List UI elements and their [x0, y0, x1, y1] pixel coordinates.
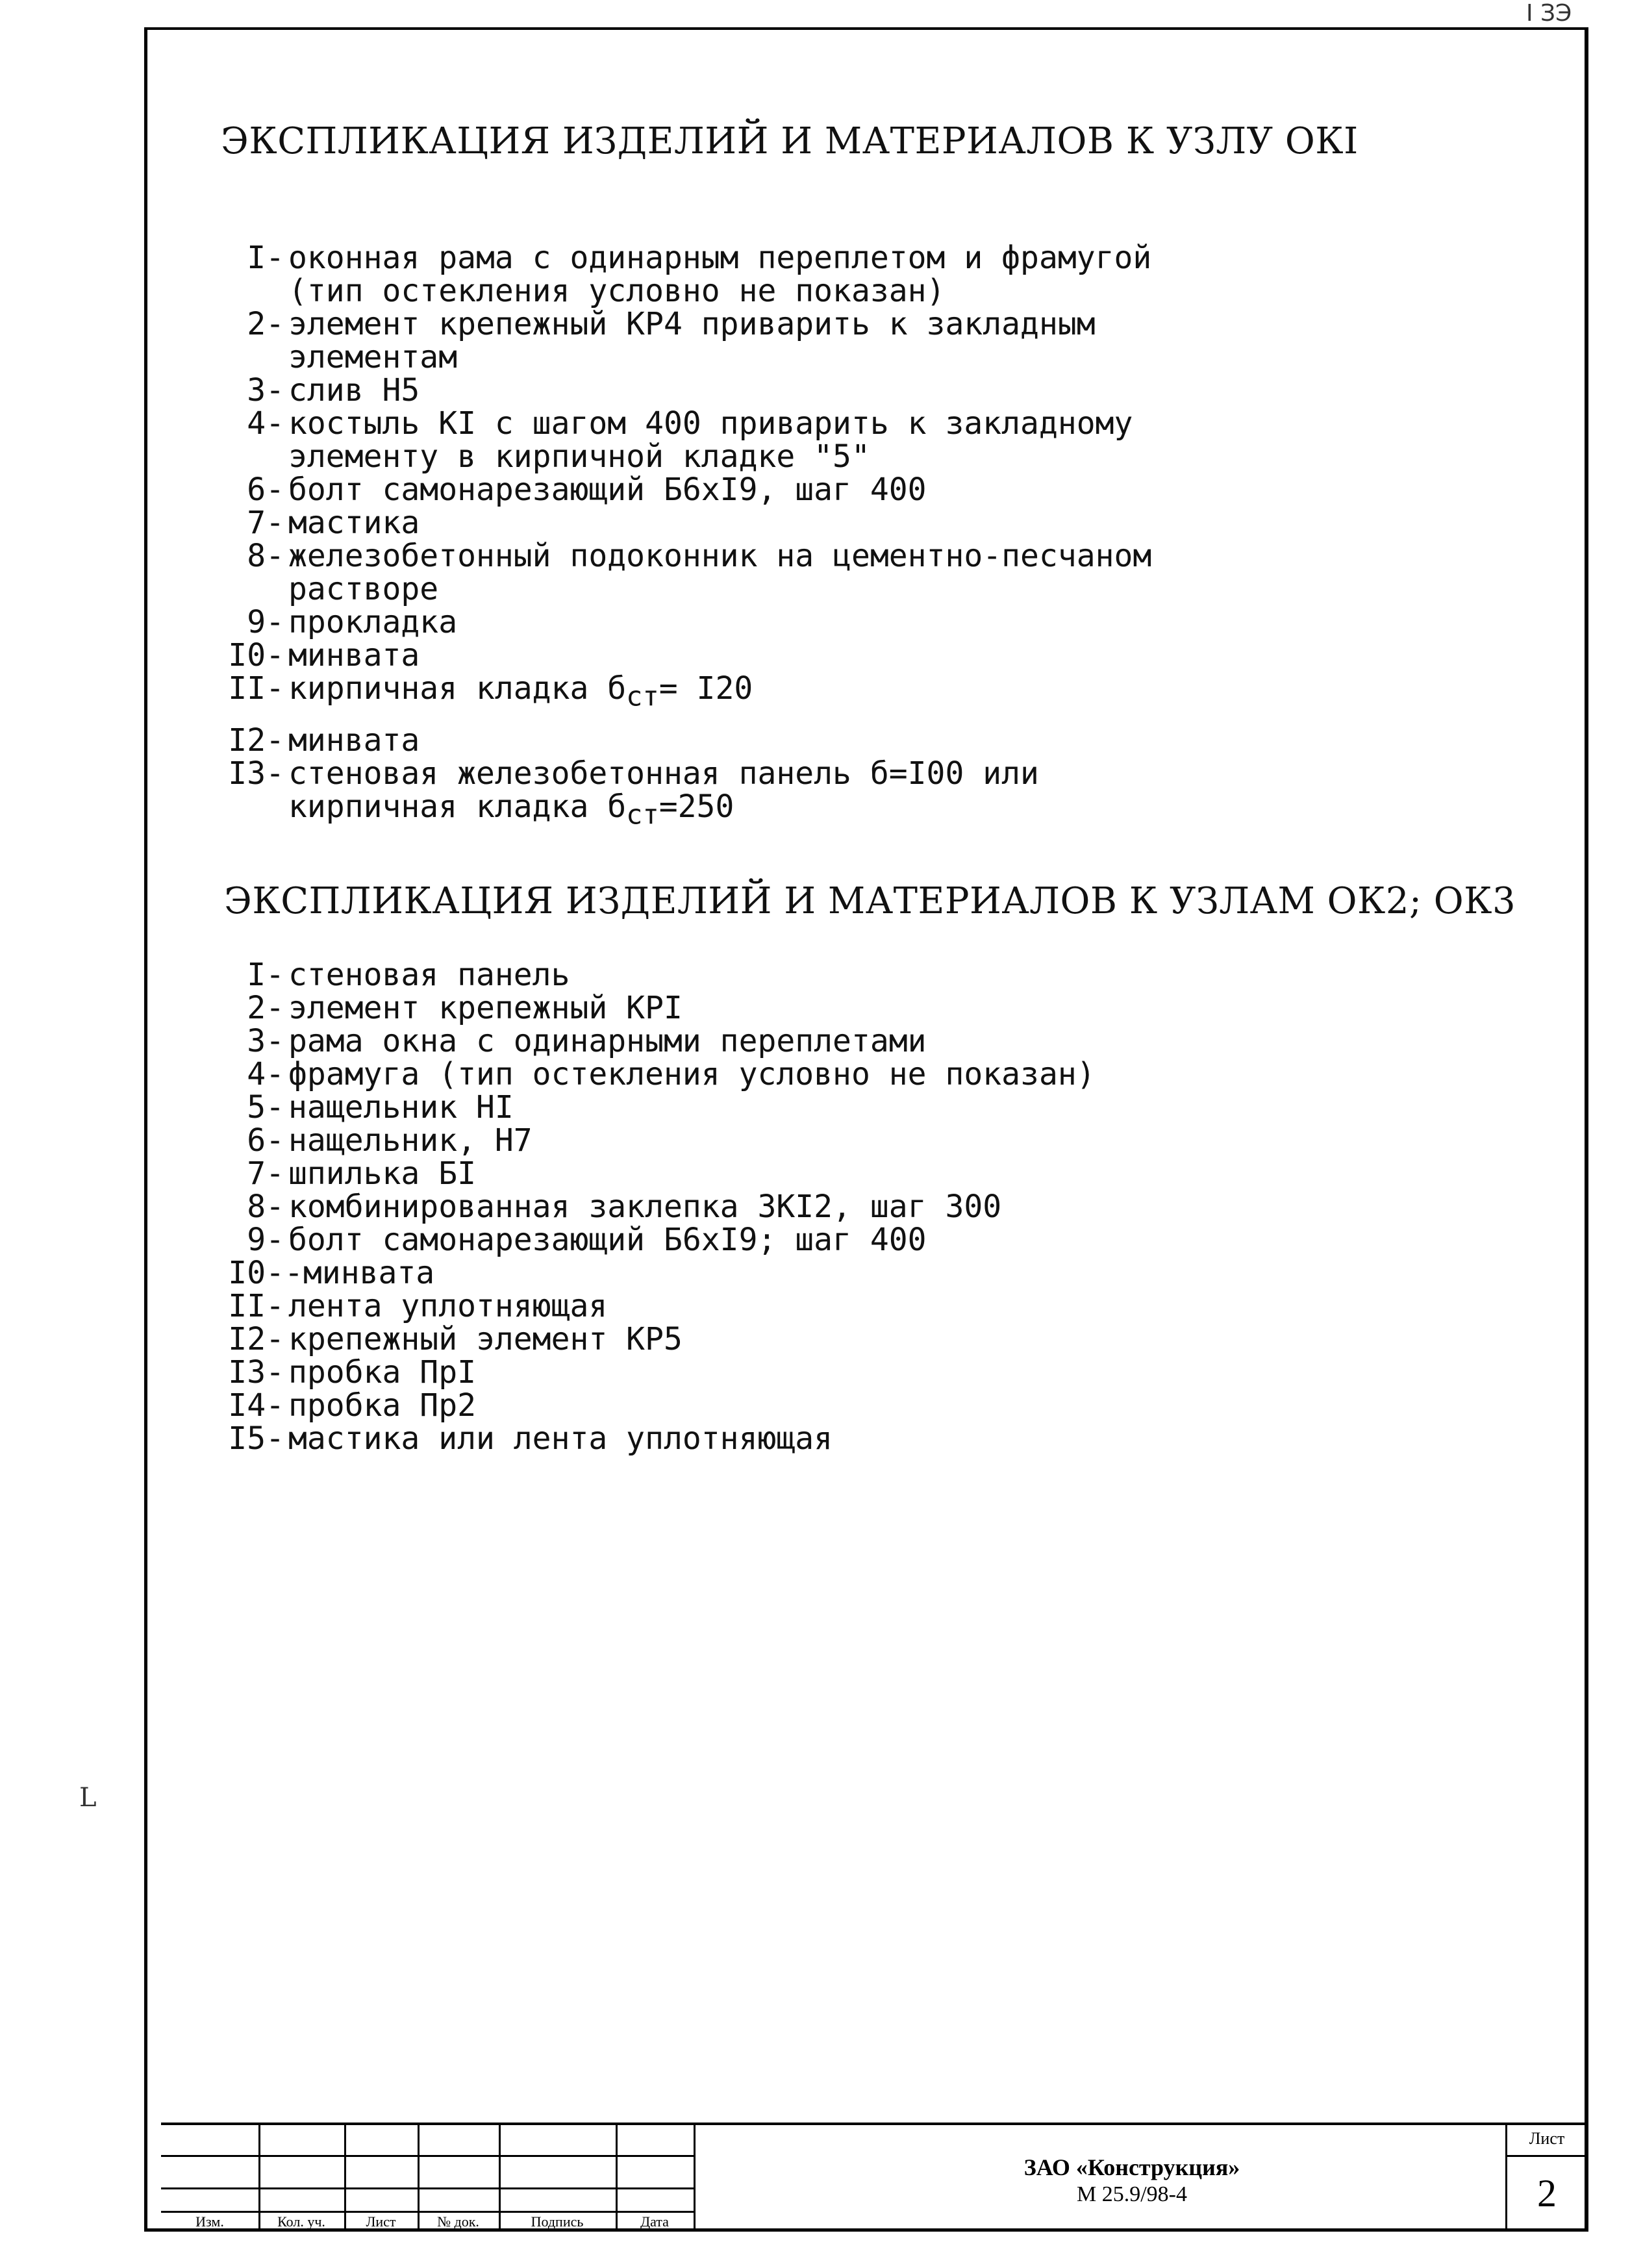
item-text: рама окна с одинарными переплетами	[288, 1023, 927, 1059]
item-text: пробка ПрI	[288, 1354, 476, 1391]
item-number: 6-	[247, 1122, 284, 1159]
item-number: 3-	[247, 372, 284, 409]
item-text: нащельник, Н7	[288, 1122, 533, 1159]
item-number: 9-	[247, 604, 284, 640]
item-text	[284, 757, 1039, 831]
item-text	[284, 672, 753, 714]
tb-line	[161, 2123, 1588, 2125]
item-number: II-	[228, 670, 284, 707]
item-text	[284, 242, 1151, 308]
tb-line	[161, 2187, 694, 2189]
item-line: кирпичная кладка б	[288, 788, 627, 825]
tb-col-label: Лист	[366, 2213, 396, 2230]
item-subscript: ст	[626, 798, 659, 831]
item-text: крепежный элемент КР5	[288, 1321, 683, 1357]
list-item	[201, 1422, 1096, 1455]
item-text	[284, 308, 1096, 374]
item-number: I0-	[228, 637, 284, 674]
item-number: 2-	[247, 990, 284, 1026]
item-line: оконная рама с одинарным переплетом и фрамугой	[288, 240, 1152, 276]
list-item	[201, 639, 1151, 672]
list-item	[201, 507, 1151, 540]
list-item	[201, 1091, 1096, 1124]
item-text: шпилька БI	[288, 1155, 476, 1192]
heading-explication-ok1: ЭКСПЛИКАЦИЯ ИЗДЕЛИЙ И МАТЕРИАЛОВ К УЗЛУ ОКI	[221, 120, 1359, 162]
item-line: элементу в кирпичной кладке "5"	[288, 438, 870, 475]
item-text: -минвата	[284, 1255, 435, 1291]
item-text: лента уплотняющая	[288, 1288, 608, 1324]
list-item	[201, 1224, 1096, 1257]
item-number: 8-	[247, 538, 284, 574]
item-number: I-	[247, 957, 284, 993]
item-number: 4-	[247, 1056, 284, 1092]
list-item	[201, 959, 1096, 992]
list-item	[201, 308, 1151, 374]
item-text: комбинированная заклепка ЗКI2, шаг 300	[288, 1189, 1002, 1225]
item-text	[284, 540, 1151, 606]
item-line: костыль КI с шагом 400 приварить к закладному	[288, 405, 1133, 442]
list-item	[201, 1157, 1096, 1191]
item-number: 3-	[247, 1023, 284, 1059]
item-text: фрамуга (тип остекления условно не показан)	[288, 1056, 1096, 1092]
list-item	[201, 1323, 1096, 1356]
sheet-number: 2	[1537, 2172, 1557, 2215]
item-text: мастика	[288, 505, 420, 541]
item-number: 7-	[247, 505, 284, 541]
item-text: минвата	[288, 722, 420, 759]
tb-line	[161, 2155, 694, 2157]
item-text: минвата	[288, 637, 420, 674]
item-line: элементам	[288, 339, 458, 375]
list-item	[201, 407, 1151, 473]
item-number: 6-	[247, 472, 284, 508]
list-item	[201, 672, 1151, 714]
tb-col-label: № док.	[437, 2213, 479, 2230]
item-number: 7-	[247, 1155, 284, 1192]
list-item	[201, 1025, 1096, 1058]
item-line: стеновая железобетонная панель б=I00 или	[288, 755, 1039, 792]
item-number: I5-	[228, 1420, 284, 1457]
explication-list-ok2-ok3	[201, 959, 1096, 1455]
item-line: кирпичная кладка б	[288, 670, 627, 707]
organization-name: ЗАО «Конструкция»	[1023, 2154, 1240, 2180]
list-item	[201, 1389, 1096, 1422]
item-number: I2-	[228, 1321, 284, 1357]
item-line: растворе	[288, 571, 439, 607]
item-text: прокладка	[288, 604, 458, 640]
list-item	[201, 757, 1151, 831]
tb-line	[694, 2123, 696, 2232]
item-subscript: ст	[626, 680, 659, 712]
sheet-label: Лист	[1529, 2129, 1565, 2148]
list-item	[201, 473, 1151, 507]
corner-mark: I ЗЭ	[1526, 0, 1572, 27]
item-number: 9-	[247, 1222, 284, 1258]
item-number: 8-	[247, 1189, 284, 1225]
item-text: нащельник НI	[288, 1089, 514, 1126]
item-line: =250	[658, 788, 734, 825]
tb-col-label: Изм.	[195, 2213, 224, 2230]
tb-col-label: Кол. уч.	[277, 2213, 325, 2230]
item-number: 2-	[247, 306, 284, 342]
tb-col-label: Подпись	[531, 2213, 584, 2230]
item-number: I3-	[228, 755, 284, 792]
list-item	[201, 1356, 1096, 1389]
item-text: болт самонарезающий Б6хI9; шаг 400	[288, 1222, 927, 1258]
list-item	[201, 1290, 1096, 1323]
tb-col-label: Дата	[640, 2213, 669, 2230]
explication-list-ok1	[201, 242, 1151, 831]
item-line: железобетонный подоконник на цементно-песчаном	[288, 538, 1152, 574]
list-item	[201, 374, 1151, 407]
list-item	[201, 540, 1151, 606]
heading-explication-ok2-ok3: ЭКСПЛИКАЦИЯ ИЗДЕЛИЙ И МАТЕРИАЛОВ К УЗЛАМ ОК2; ОК3	[224, 880, 1516, 922]
list-item	[201, 606, 1151, 639]
item-text: стеновая панель	[288, 957, 570, 993]
margin-mark: L	[79, 1783, 97, 1813]
item-number: 4-	[247, 405, 284, 442]
item-number: I3-	[228, 1354, 284, 1391]
item-text: болт самонарезающий Б6хI9, шаг 400	[288, 472, 927, 508]
document-code: М 25.9/98-4	[1077, 2182, 1187, 2206]
list-item	[201, 1058, 1096, 1091]
item-text: слив Н5	[288, 372, 420, 409]
item-number: I2-	[228, 722, 284, 759]
list-item	[201, 1191, 1096, 1224]
list-item	[201, 1257, 1096, 1290]
item-number: I0-	[228, 1255, 284, 1291]
item-line: = I20	[658, 670, 753, 707]
item-line: элемент крепежный КР4 приварить к закладным	[288, 306, 1096, 342]
list-item	[201, 724, 1151, 757]
item-text: элемент крепежный КРI	[288, 990, 683, 1026]
title-block	[161, 2123, 1588, 2232]
item-number: II-	[228, 1288, 284, 1324]
item-text: пробка Пр2	[288, 1387, 476, 1424]
item-text	[284, 407, 1133, 473]
item-text: мастика или лента уплотняющая	[288, 1420, 833, 1457]
list-item	[201, 1124, 1096, 1157]
list-item	[201, 992, 1096, 1025]
list-item	[201, 242, 1151, 308]
item-number: 5-	[247, 1089, 284, 1126]
item-line: (тип остекления условно не показан)	[288, 273, 946, 309]
item-number: I-	[247, 240, 284, 276]
item-number: I4-	[228, 1387, 284, 1424]
